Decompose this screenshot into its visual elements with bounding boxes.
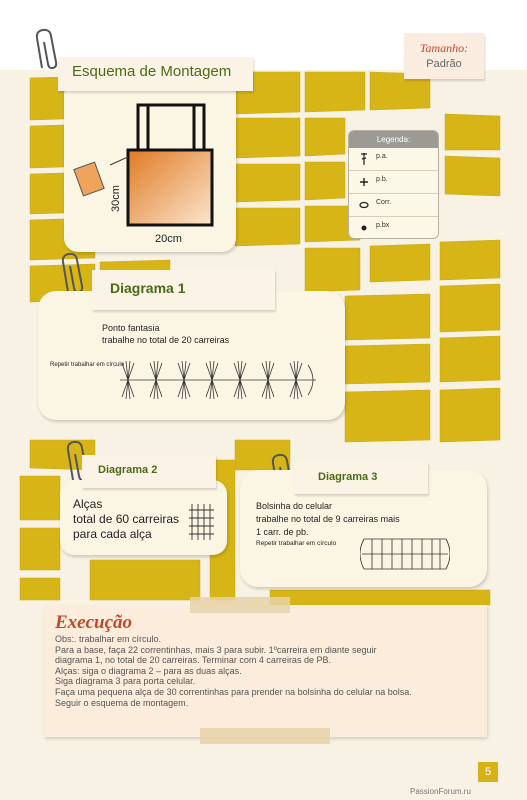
- diagram2-title-tag: [82, 455, 216, 488]
- legend-label: p.b.: [376, 176, 388, 183]
- bag-width-label: 20cm: [155, 233, 182, 245]
- execucao-title: Execução: [55, 612, 133, 633]
- execucao-line: Alças: siga o diagrama 2 – para as duas alças.: [55, 665, 242, 676]
- plus-stitch-icon: [357, 175, 371, 189]
- page-number: 5: [478, 762, 498, 782]
- diagram3-title: Diagrama 3: [318, 471, 378, 483]
- diagram2-line2: total de 60 carreiras: [73, 512, 180, 526]
- execucao-line: Siga diagrama 3 para porta celular.: [55, 676, 196, 687]
- legend-label: p.bx: [376, 222, 390, 229]
- execucao-line: Para a base, faça 22 correntinhas, mais 3 para subir. 1ºcarreira em diante seguir: [55, 644, 377, 655]
- execucao-body: [55, 634, 485, 708]
- montagem-title: Esquema de Montagem: [72, 63, 232, 80]
- legend-row: [349, 217, 438, 239]
- watermark-text: PassionForum.ru: [410, 787, 471, 796]
- dot-stitch-icon: [357, 221, 371, 235]
- legend-label: p.a.: [376, 153, 388, 160]
- tall-stitch-icon: [357, 152, 371, 166]
- execucao-line: diagrama 1, no total de 20 carreiras. Terminar com 4 carreiras de PB.: [55, 655, 331, 666]
- legend-row: [349, 171, 438, 194]
- montagem-title-tag: [58, 57, 253, 91]
- execucao-tape: [190, 597, 290, 613]
- diagram1-line2: trabalhe no total de 20 carreiras: [102, 335, 230, 345]
- diagram2-line3: para cada alça: [73, 527, 152, 541]
- legend-row: [349, 194, 438, 217]
- diagram1-title: Diagrama 1: [110, 280, 186, 296]
- paperclip-icon: [34, 28, 64, 72]
- execucao-line: Faça uma pequena alça de 30 correntinhas para prender na bolsinha do celular na bolsa.: [55, 686, 412, 697]
- diagram2-line1: Alças: [73, 497, 103, 511]
- diagram1-line1: Ponto fantasia: [102, 323, 160, 333]
- stitch-chart-diagram2: [188, 502, 218, 542]
- legend-row: [349, 148, 438, 171]
- diagram2-title: Diagrama 2: [98, 464, 158, 476]
- diagram3-line3: 1 carr. de pb.: [256, 527, 309, 537]
- diagram1-title-tag: [92, 270, 275, 310]
- diagram3-title-tag: [294, 462, 428, 494]
- execucao-line: Seguir o esquema de montagem.: [55, 697, 189, 708]
- oval-chain-icon: [357, 198, 371, 212]
- bag-height-label: 30cm: [110, 185, 122, 212]
- execucao-line: Obs:. trabalhar em círculo.: [55, 634, 162, 644]
- diagram1-repeat: Repetir trabalhar em círculo: [50, 362, 125, 368]
- legend-title: Legenda:: [349, 131, 438, 148]
- paperclip-icon: [60, 252, 90, 296]
- stitch-chart-diagram1: [118, 355, 318, 405]
- legend-label: Corr.: [376, 199, 392, 206]
- diagram3-repeat: Repetir trabalhar em círculo: [256, 540, 337, 547]
- diagram3-line2: trabalhe no total de 9 carreiras mais: [256, 514, 400, 524]
- execucao-tape: [200, 728, 330, 744]
- legend-box: [348, 130, 439, 239]
- size-label: Tamanho:: [419, 41, 469, 55]
- bag-assembly-sketch: [70, 95, 230, 250]
- stitch-chart-diagram3: [360, 533, 450, 575]
- diagram3-line1: Bolsinha do celular: [256, 501, 333, 511]
- size-value: Padrão: [426, 58, 462, 70]
- size-card: [404, 33, 484, 79]
